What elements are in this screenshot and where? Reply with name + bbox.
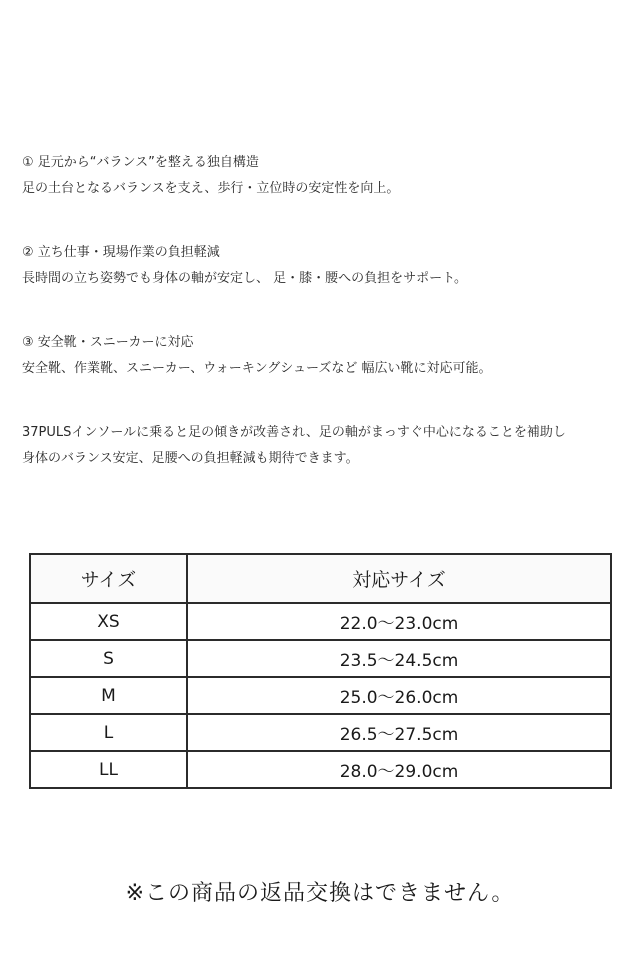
no-return-notice: ※この商品の返品交換はできません。	[125, 881, 515, 906]
feature-body: 長時間の立ち姿勢でも身体の軸が安定し、 足・膝・腰への負担をサポート。	[22, 271, 467, 286]
table-row	[30, 677, 611, 714]
summary-line: 37PULSインソールに乗ると足の傾きが改善され、足の軸がまっすぐ中心になることを補助し	[22, 425, 566, 440]
feature-block-burden-reduction	[22, 240, 632, 292]
size-cell: S	[30, 640, 187, 677]
range-cell: 25.0〜26.0cm	[187, 677, 611, 714]
table-row	[30, 640, 611, 677]
size-cell: XS	[30, 603, 187, 640]
feature-heading: ② 立ち仕事・現場作業の負担軽減	[22, 245, 220, 260]
size-cell: L	[30, 714, 187, 751]
summary-text	[22, 420, 632, 472]
feature-block-shoe-compatibility	[22, 330, 632, 382]
feature-heading: ③ 安全靴・スニーカーに対応	[22, 335, 194, 350]
column-header-range: 対応サイズ	[187, 554, 611, 603]
table-row	[30, 714, 611, 751]
feature-heading: ① 足元から“バランス”を整える独自構造	[22, 155, 259, 170]
feature-description	[22, 150, 632, 472]
feature-body: 安全靴、作業靴、スニーカー、ウォーキングシューズなど 幅広い靴に対応可能。	[22, 361, 492, 376]
range-cell: 23.5〜24.5cm	[187, 640, 611, 677]
range-cell: 28.0〜29.0cm	[187, 751, 611, 788]
range-cell: 26.5〜27.5cm	[187, 714, 611, 751]
size-chart-table	[29, 553, 612, 789]
table-row	[30, 751, 611, 788]
table-header-row	[30, 554, 611, 603]
feature-block-balance	[22, 150, 632, 202]
summary-line: 身体のバランス安定、足腰への負担軽減も期待できます。	[22, 451, 359, 466]
size-cell: M	[30, 677, 187, 714]
column-header-size: サイズ	[30, 554, 187, 603]
feature-body: 足の土台となるバランスを支え、歩行・立位時の安定性を向上。	[22, 181, 400, 196]
range-cell: 22.0〜23.0cm	[187, 603, 611, 640]
size-cell: LL	[30, 751, 187, 788]
table-row	[30, 603, 611, 640]
